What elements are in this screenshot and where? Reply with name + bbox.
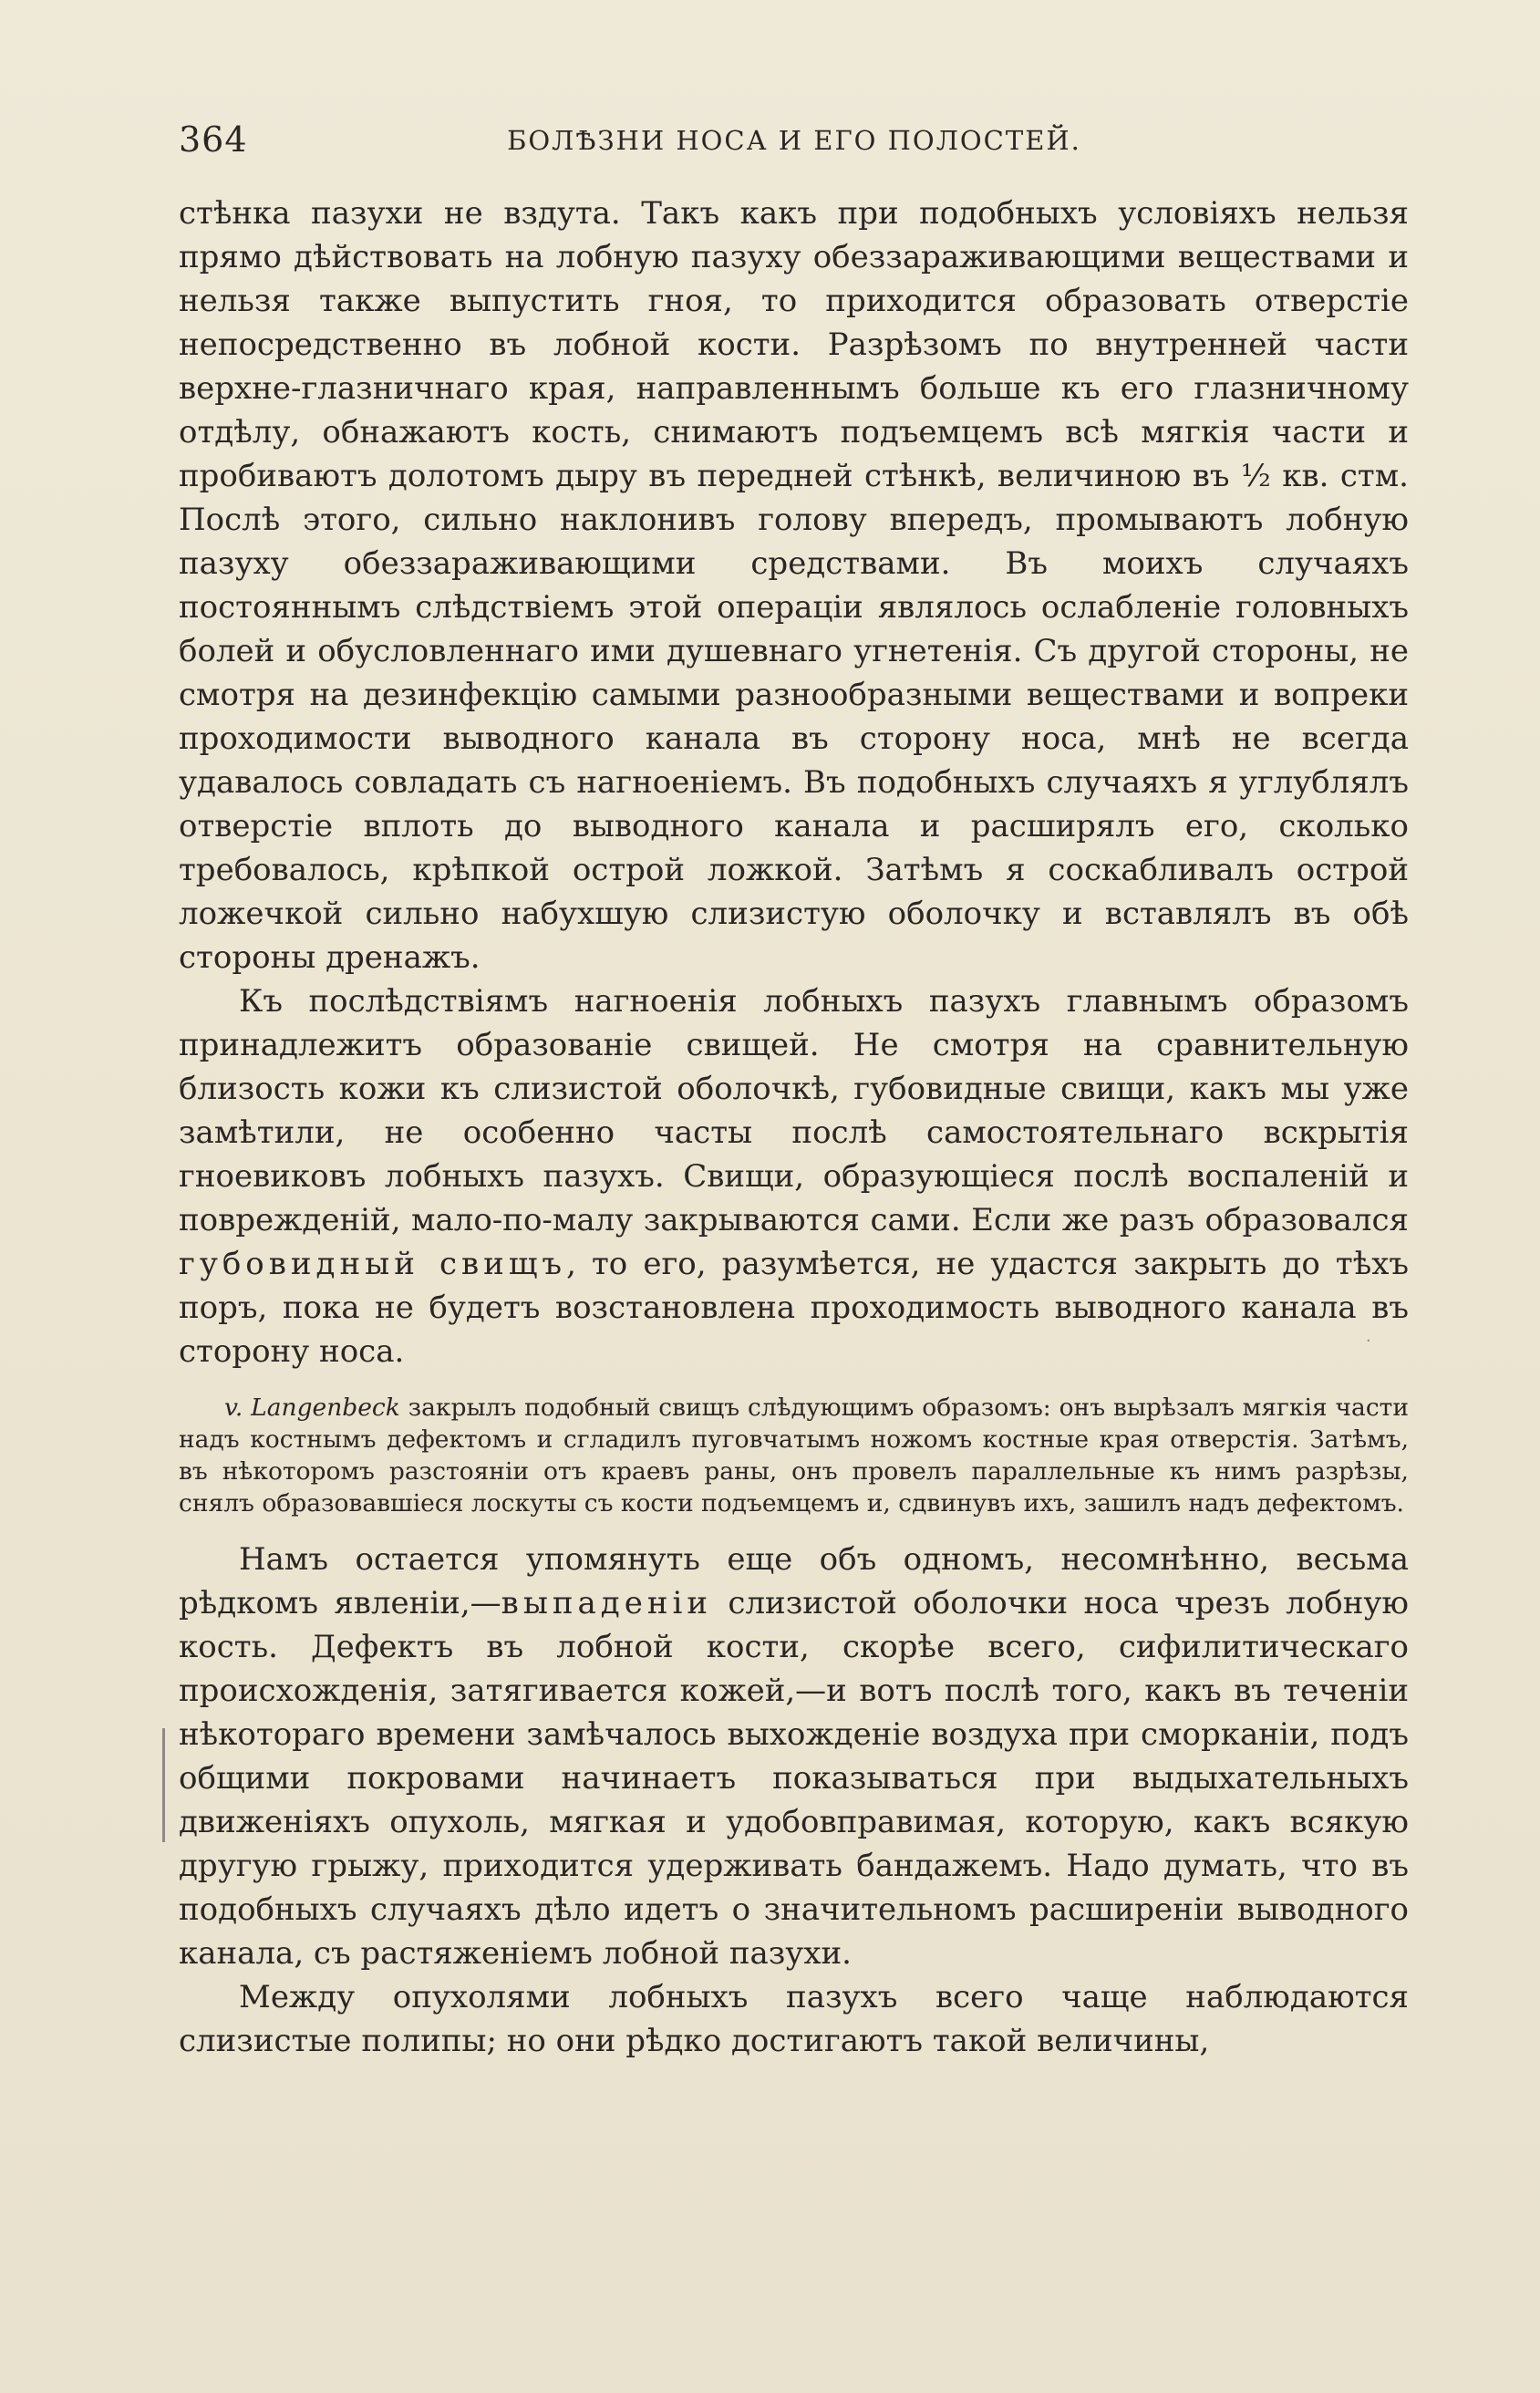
margin-dot-mark: · xyxy=(1366,1331,1371,1351)
paragraph-2-text-a: Къ послѣдствіямъ нагноенія лобныхъ пазухъ главнымъ образомъ принадлежитъ образованіе свищей. Не смотря на сравнительную близость кожи къ слизистой оболочкѣ, губовидные свищи, какъ мы уже замѣтили, не особенно часты послѣ самостоятельнаго вскрытія гноевиковъ лобныхъ пазухъ. Свищи, образующіеся послѣ воспаленій и поврежденій, мало-по-малу закрываются сами. Если же разъ образовался xyxy=(179,983,1409,1238)
paragraph-2 xyxy=(179,979,1409,1373)
paragraph-2-text-b: , то его, разумѣется, не удастся закрыть до тѣхъ поръ, пока не будетъ возстановлена проходимость выводного канала въ сторону носа. xyxy=(179,1246,1410,1370)
paragraph-3 xyxy=(179,1538,1409,1975)
body-text xyxy=(179,192,1409,2063)
page-number: 364 xyxy=(179,119,248,160)
running-head: БОЛѢЗНИ НОСА И ЕГО ПОЛОСТЕЙ. xyxy=(507,125,1081,156)
page-header xyxy=(179,117,1410,171)
paragraph-2-spaced-term: губовидный свищъ xyxy=(179,1246,567,1282)
note-author: v. Langenbeck xyxy=(224,1393,400,1422)
paragraph-3-spaced-term: выпаденіи xyxy=(501,1585,713,1621)
note-text: закрылъ подобный свищъ слѣдующимъ образомъ: онъ вырѣзалъ мягкія части надъ костнымъ дефектомъ и сгладилъ пуговчатымъ ножомъ костные края отверстія. Затѣмъ, въ нѣкоторомъ разстояніи отъ краевъ раны, онъ провелъ параллельные къ нимъ разрѣзы, снялъ образовавшіеся лоскуты съ кости подъемцемъ и, сдвинувъ ихъ, зашилъ надъ дефектомъ. xyxy=(179,1393,1409,1518)
paragraph-3-text-b: слизистой оболочки носа чрезъ лобную кость. Дефектъ въ лобной кости, скорѣе всего, сифилитическаго происхожденія, затягивается кожей,—и вотъ послѣ того, какъ въ теченіи нѣкотораго времени замѣчалось выхожденіе воздуха при сморканіи, подъ общими покровами начинаетъ показываться при выдыхательныхъ движеніяхъ опухоль, мягкая и удобовправимая, которую, какъ всякую другую грыжу, приходится удерживать бандажемъ. Надо думать, что въ подобныхъ случаяхъ дѣло идетъ о значительномъ расширеніи выводного канала, съ растяженіемъ лобной пазухи. xyxy=(179,1585,1409,1972)
paragraph-1: стѣнка пазухи не вздута. Такъ какъ при подобныхъ условіяхъ нельзя прямо дѣйствовать на лобную пазуху обеззараживающими веществами и нельзя также выпустить гноя, то приходится образовать отверстіе непосредственно въ лобной кости. Разрѣзомъ по внутренней части верхне-глазничнаго края, направленнымъ больше къ его глазничному отдѣлу, обнажаютъ кость, снимаютъ подъемцемъ всѣ мягкія части и пробиваютъ долотомъ дыру въ передней стѣнкѣ, величиною въ ½ кв. стм. Послѣ этого, сильно наклонивъ голову впередъ, промываютъ лобную пазуху обеззараживающими средствами. Въ моихъ случаяхъ постояннымъ слѣдствіемъ этой операціи являлось ослабленіе головныхъ болей и обусловленнаго ими душевнаго угнетенія. Съ другой стороны, не смотря на дезинфекцію самыми разнообразными веществами и вопреки проходимости выводного канала въ сторону носа, мнѣ не всегда удавалось совладать съ нагноеніемъ. Въ подобныхъ случаяхъ я углублялъ отверстіе вплоть до выводного канала и расширялъ его, сколько требовалось, крѣпкой острой ложкой. Затѣмъ я соскабливалъ острой ложечкой сильно набухшую слизистую оболочку и вставлялъ въ обѣ стороны дренажъ. xyxy=(179,195,1409,976)
small-print-note xyxy=(179,1392,1409,1519)
margin-pencil-mark xyxy=(162,1728,165,1842)
paragraph-3-text-a: Намъ остается упомянуть еще объ одномъ, несомнѣнно, весьма рѣдкомъ явленіи,— xyxy=(179,1541,1409,1621)
paragraph-4: Между опухолями лобныхъ пазухъ всего чаще наблюдаются слизистые полипы; но они рѣдко достигаютъ такой величины, xyxy=(179,1979,1409,2059)
